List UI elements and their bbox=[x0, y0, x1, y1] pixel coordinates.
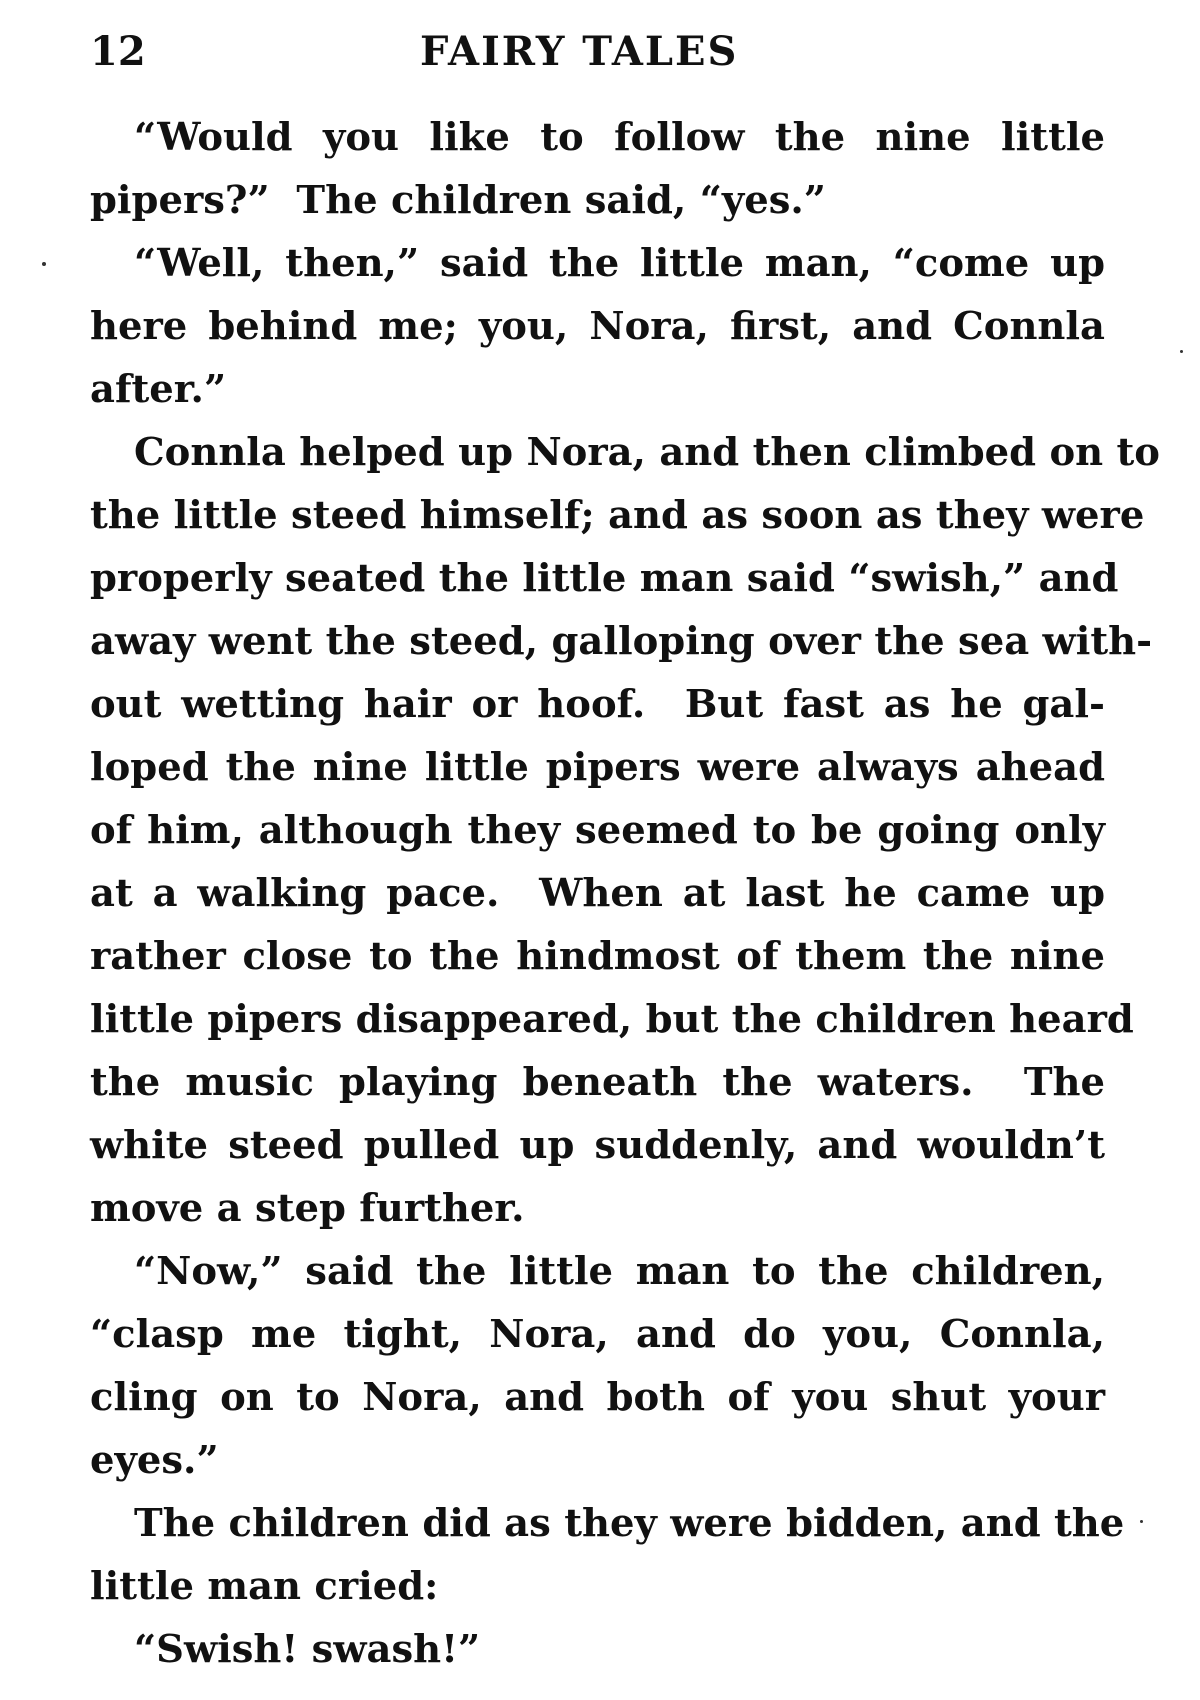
text-line: “Well, then,” said the little man, “come up bbox=[134, 241, 1105, 286]
running-title: FAIRY TALES bbox=[420, 28, 739, 75]
text-line: properly seated the little man said “swish,” and bbox=[90, 556, 1119, 601]
body-text bbox=[90, 106, 1160, 1681]
text-line: the little steed himself; and as soon as they were bbox=[90, 493, 1145, 538]
paper-speck bbox=[1140, 1520, 1143, 1523]
text-line: “Now,” said the little man to the children, bbox=[134, 1249, 1105, 1294]
text-line: The children did as they were bidden, and the bbox=[134, 1501, 1125, 1546]
paragraph bbox=[90, 232, 1105, 421]
text-line: cling on to Nora, and both of you shut your bbox=[90, 1375, 1105, 1420]
paragraph bbox=[90, 106, 1105, 232]
text-line: at a walking pace. When at last he came up bbox=[90, 871, 1105, 916]
text-line: “clasp me tight, Nora, and do you, Connla, bbox=[90, 1312, 1105, 1357]
text-line: little pipers disappeared, but the children heard bbox=[90, 997, 1134, 1042]
paragraph bbox=[90, 1492, 1125, 1618]
text-line: rather close to the hindmost of them the nine bbox=[90, 934, 1105, 979]
text-line: “Would you like to follow the nine little bbox=[134, 115, 1105, 160]
paper-speck bbox=[42, 262, 46, 266]
running-header bbox=[90, 22, 1100, 82]
text-line: eyes.” bbox=[90, 1438, 219, 1483]
text-line: “Swish! swash!” bbox=[134, 1627, 481, 1672]
page-number: 12 bbox=[90, 28, 146, 75]
text-line: here behind me; you, Nora, first, and Connla bbox=[90, 304, 1105, 349]
text-line: Connla helped up Nora, and then climbed on to bbox=[134, 430, 1160, 475]
text-line: of him, although they seemed to be going only bbox=[90, 808, 1105, 853]
text-line: loped the nine little pipers were always ahead bbox=[90, 745, 1105, 790]
paragraph bbox=[90, 1240, 1105, 1492]
text-line: away went the steed, galloping over the sea with- bbox=[90, 619, 1153, 664]
text-line: white steed pulled up suddenly, and wouldn’t bbox=[90, 1123, 1105, 1168]
text-line: out wetting hair or hoof. But fast as he gal- bbox=[90, 682, 1105, 727]
text-line: little man cried: bbox=[90, 1564, 439, 1609]
paragraph bbox=[90, 421, 1160, 1240]
paragraph bbox=[90, 1618, 1105, 1681]
text-line: pipers?” The children said, “yes.” bbox=[90, 178, 826, 223]
text-line: after.” bbox=[90, 367, 227, 412]
text-line: the music playing beneath the waters. The bbox=[90, 1060, 1105, 1105]
text-line: move a step further. bbox=[90, 1186, 525, 1231]
paper-speck bbox=[1180, 350, 1183, 353]
